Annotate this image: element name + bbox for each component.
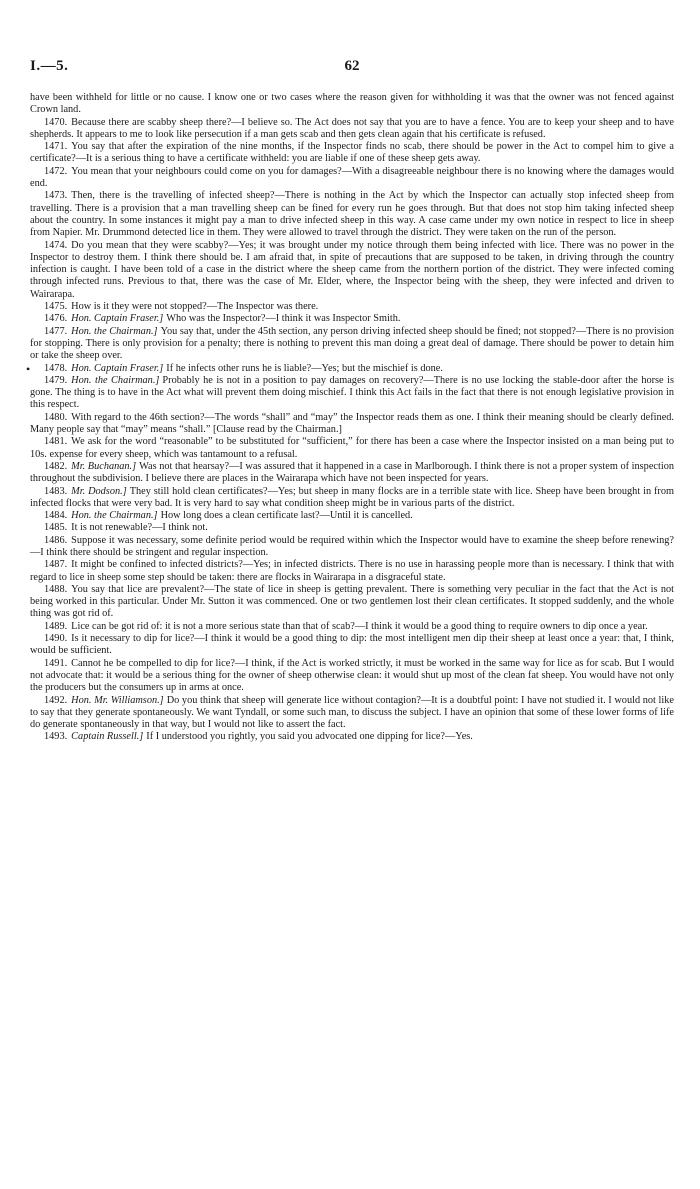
paragraph-text: You say that after the expiration of the nine months, if the Inspector finds no scab, there should be power in the Act to compel him to give a certificate?—It is a serious thing to have a certificate withheld: you are liable if one of these sheep gets away. xyxy=(30,141,674,165)
testimony-paragraph xyxy=(30,313,674,325)
question-number: 1470. xyxy=(44,116,68,128)
testimony-paragraph xyxy=(30,117,674,142)
document-body xyxy=(26,92,674,744)
speaker-name: Hon. the Chairman.] xyxy=(71,510,158,522)
testimony-paragraph xyxy=(30,486,674,511)
question-number: 1478. xyxy=(44,362,68,374)
question-number: 1488. xyxy=(44,583,68,595)
margin-mark: • xyxy=(26,361,31,376)
testimony-paragraph xyxy=(30,658,674,695)
question-number: 1472. xyxy=(44,165,68,177)
question-number: 1477. xyxy=(44,325,68,337)
question-number: 1473. xyxy=(44,190,68,202)
paragraph-text: It is not renewable?—I think not. xyxy=(71,522,208,534)
paragraph-text: Because there are scabby sheep there?—I believe so. The Act does not say that you are to have a fence. You are to keep your sheep and to have shepherds. It appears to me to look like persecution if a man gets scab and then gets clean again that his certificate is refused. xyxy=(30,116,674,140)
speaker-name: Hon. the Chairman.] xyxy=(71,325,158,337)
testimony-paragraph xyxy=(30,695,674,732)
paragraph-text: How long does a clean certificate last?—Until it is cancelled. xyxy=(160,510,413,522)
page-number: 62 xyxy=(344,58,360,74)
testimony-paragraph xyxy=(30,621,674,633)
testimony-paragraph xyxy=(30,584,674,621)
speaker-name: Hon. the Chairman.] xyxy=(71,374,160,386)
question-number: 1479. xyxy=(44,374,68,386)
paragraph-text: Cannot he be compelled to dip for lice?—I think, if the Act is worked strictly, it must be worked in the same way for lice as for scab. But I would not advocate that: it would be a serious thing for the owner of sheep otherwise clean: it would shut up most of the clean fat sheep. You would have not only the producers but the consumers up in arms at once. xyxy=(30,657,674,694)
testimony-paragraph xyxy=(30,240,674,301)
paragraph-text: You mean that your neighbours could come on you for damages?—With a disagreeable neighbour there is no knowing where the damages would end. xyxy=(30,165,674,190)
paragraph-text: Who was the Inspector?—I think it was Inspector Smith. xyxy=(166,313,401,325)
paragraph-text: Do you mean that they were scabby?—Yes; it was brought under my notice through them being infected with lice. There was no power in the Inspector to destroy them. I think there should be. I am afraid that, in spite of precautions that are supposed to be taken, in driving through the country infection is caught. I have been told of a case in the district where the sheep came from the northern portion of the district. They were infected coming through infected runs. Previous to that, there was the case of Mr. Elder, where, the Inspector being with the sheep, they were infected and driven to Wairarapa. xyxy=(30,239,674,300)
question-number: 1487. xyxy=(44,559,68,571)
question-number: 1489. xyxy=(44,620,68,632)
speaker-name: Captain Russell.] xyxy=(71,731,144,743)
testimony-paragraph xyxy=(30,731,674,743)
speaker-name: Hon. Mr. Williamson.] xyxy=(71,694,164,706)
question-number: 1492. xyxy=(44,694,68,706)
testimony-paragraph xyxy=(30,510,674,522)
document-page xyxy=(26,58,674,744)
question-number: 1474. xyxy=(44,239,68,251)
paragraph-text: Suppose it was necessary, some definite period would be required within which the Inspector would have to examine the sheep before renewing?—I think there should be stringent and regular inspection. xyxy=(30,534,674,558)
speaker-name: Hon. Captain Fraser.] xyxy=(71,362,164,374)
document-reference: I.—5. xyxy=(30,58,69,74)
paragraph-text: Then, there is the travelling of infected sheep?—There is nothing in the Act by which the Inspector can actually stop infected sheep from travelling. There is a provision that a man travelling sheep can be fined for every run he goes through. But that does not stop him taking infected sheep about the country. In some instances it might pay a man to drive infected sheep in this way. A case came under my own notice in respect to lice in sheep from Napier. Mr. Drummond detected lice in them. They were allowed to travel through the district. They were taken on the run of the person. xyxy=(30,190,674,239)
testimony-paragraph xyxy=(30,326,674,363)
testimony-paragraph xyxy=(30,412,674,437)
testimony-paragraph xyxy=(30,559,674,584)
testimony-paragraph xyxy=(30,436,674,461)
testimony-paragraph xyxy=(30,166,674,191)
testimony-paragraph xyxy=(30,141,674,166)
testimony-paragraph xyxy=(30,535,674,560)
paragraph-text: With regard to the 46th section?—The words “shall” and “may” the Inspector reads them as one. I think their meaning should be clearly defined. Many people say that “may” means “shall.” [Clause read by the Chairman.] xyxy=(30,411,674,436)
question-number: 1484. xyxy=(44,510,68,522)
question-number: 1485. xyxy=(44,522,68,534)
testimony-paragraph xyxy=(30,301,674,313)
testimony-paragraph xyxy=(30,461,674,486)
paragraph-text: You say that lice are prevalent?—The state of lice in sheep is getting prevalent. There is something very peculiar in the fact that the Act is not being worked in this particular. Under Mr. Sutton it was commenced. One or two gentlemen lost their clean certificates. It stopped suddenly, and the whole thing was got rid of. xyxy=(30,583,674,620)
paragraph-text: Is it necessary to dip for lice?—I think it would be a good thing to dip: the most intelligent men dip their sheep at least once a year: that, I think, would be sufficient. xyxy=(30,633,674,657)
testimony-paragraph xyxy=(30,190,674,239)
question-number: 1475. xyxy=(44,301,68,313)
question-number: 1491. xyxy=(44,657,68,669)
question-number: 1481. xyxy=(44,436,68,448)
speaker-name: Hon. Captain Fraser.] xyxy=(71,313,164,325)
paragraph-text: If I understood you rightly, you said you advocated one dipping for lice?—Yes. xyxy=(146,731,473,743)
question-number: 1493. xyxy=(44,731,68,743)
paragraph-text: Lice can be got rid of: it is not a more serious state than that of scab?—I think it would be a good thing to require owners to dip once a year. xyxy=(71,620,648,632)
question-number: 1490. xyxy=(44,633,68,645)
testimony-paragraph xyxy=(30,375,674,412)
paragraph-text: They still hold clean certificates?—Yes; but sheep in many flocks are in a terrible state with lice. Sheep have been brought in from infected flocks that were very bad. It is very hard to say what condition sheep might be in various parts of the district. xyxy=(30,485,674,509)
testimony-paragraph xyxy=(26,361,674,376)
testimony-paragraph xyxy=(30,522,674,534)
question-number: 1471. xyxy=(44,141,68,153)
paragraph-text: Do you think that sheep will generate lice without contagion?—It is a doubtful point: I have not studied it. I would not like to say that they generate spontaneously. We want Tyndall, or some such man, to discuss the subject. I have an opinion that some of these lower forms of life do generate spontaneously in that way, but I would not like to assert the fact. xyxy=(30,694,674,731)
page-header xyxy=(30,58,674,80)
speaker-name: Mr. Buchanan.] xyxy=(71,460,137,472)
question-number: 1482. xyxy=(44,460,68,472)
paragraph-text: You say that, under the 45th section, any person driving infected sheep should be fined; not stopped?—There is no provision for stopping. There is only provision for a penalty; there is nothing to prevent this man doing a great deal of damage. There should be power to detain him or take the sheep over. xyxy=(30,325,674,362)
paragraph-text: If he infects other runs he is liable?—Yes; but the mischief is done. xyxy=(166,362,443,374)
question-number: 1476. xyxy=(44,313,68,325)
paragraph-text: Was not that hearsay?—I was assured that it happened in a case in Marlborough. I think there is not a proper system of inspection throughout the subdivision. I believe there are places in the Wairarapa which have not been inspected for years. xyxy=(30,460,674,485)
paragraph-text: Probably he is not in a position to pay damages on recovery?—There is no use locking the stable-door after the horse is gone. The thing is to have in the Act what will prevent them doing mischief. I think this Act fails in the fact that there is not enough legislative provision in this respect. xyxy=(30,374,674,411)
question-number: 1483. xyxy=(44,485,68,497)
paragraph-text: We ask for the word “reasonable” to be substituted for “sufficient,” for there has been a case where the Inspector insisted on a man being put to 10s. expense for every sheep, which was tantamount to a refusal. xyxy=(30,436,674,460)
question-number: 1486. xyxy=(44,534,68,546)
paragraph-text: have been withheld for little or no cause. I know one or two cases where the reason given for withholding it was that the owner was not fenced against Crown land. xyxy=(30,92,674,116)
question-number: 1480. xyxy=(44,411,68,423)
testimony-paragraph xyxy=(30,633,674,658)
paragraph-text: It might be confined to infected districts?—Yes; in infected districts. There is no use in harassing people more than is necessary. I think that with regard to lice in sheep some step should be taken: there are flocks in Wairarapa in a disgraceful state. xyxy=(30,559,674,583)
speaker-name: Mr. Dodson.] xyxy=(71,485,127,497)
paragraph-text: How is it they were not stopped?—The Inspector was there. xyxy=(71,301,319,313)
testimony-paragraph xyxy=(30,92,674,117)
